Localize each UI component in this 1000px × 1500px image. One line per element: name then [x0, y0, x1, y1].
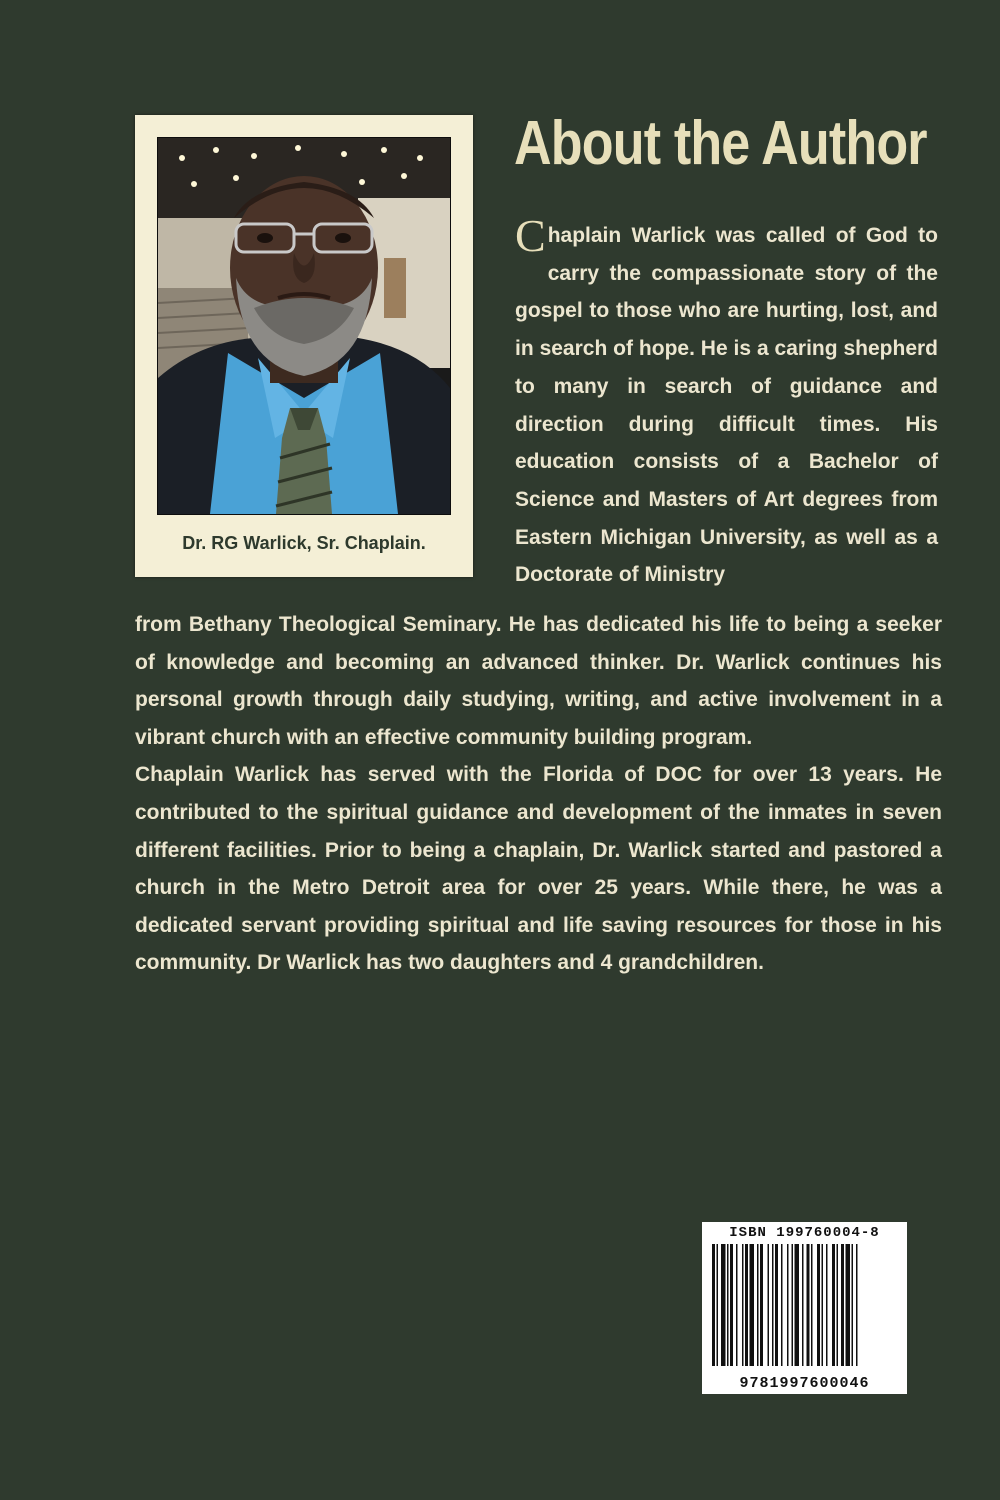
barcode-bar	[787, 1244, 789, 1366]
barcode-bar	[781, 1244, 783, 1366]
barcode-bar	[817, 1244, 820, 1366]
barcode-bar	[811, 1244, 813, 1366]
barcode-bar	[750, 1244, 755, 1366]
barcode-bar	[717, 1244, 719, 1366]
barcode-bar	[841, 1244, 844, 1366]
barcode-bar	[795, 1244, 800, 1366]
barcode-bar	[730, 1244, 733, 1366]
barcode-bar	[727, 1244, 729, 1366]
barcode-bars	[712, 1244, 897, 1366]
page-title: About the Author	[514, 109, 927, 178]
author-photo-card	[135, 115, 473, 577]
barcode-bar	[736, 1244, 738, 1366]
barcode-bar	[760, 1244, 763, 1366]
barcode-bar	[757, 1244, 759, 1366]
barcode-bar	[846, 1244, 851, 1366]
photo-caption: Dr. RG Warlick, Sr. Chaplain.	[182, 533, 426, 553]
drop-cap-letter: C	[515, 210, 546, 261]
barcode-bar	[721, 1244, 726, 1366]
barcode-bar	[822, 1244, 824, 1366]
bio-intro-text: haplain Warlick was called of God to carry the compassionate story of the gospel to those who are hurting, lost, and in search of hope. He is a caring shepherd to many in search of guidance and direction during difficult times. His education consists of a Bachelor of Science and Masters of Art degrees from Eastern Michigan University, as well as a Doctorate of Ministry	[515, 224, 938, 587]
isbn-digits: 9781997600046	[739, 1375, 870, 1392]
bio-continuation-paragraph: from Bethany Theological Seminary. He has dedicated his life to being a seeker of knowledge and becoming an advanced thinker. Dr. Warlick continues his personal growth through daily studying, writing, and active involvement in a vibrant church with an effective community building program.	[135, 613, 942, 749]
barcode-bar	[852, 1244, 854, 1366]
isbn-label: ISBN 199760004-8	[729, 1225, 880, 1241]
barcode-bar	[792, 1244, 794, 1366]
barcode-bar	[742, 1244, 744, 1366]
barcode-bar	[832, 1244, 835, 1366]
barcode-bar	[775, 1244, 778, 1366]
barcode-bar	[768, 1244, 770, 1366]
barcode-bar	[826, 1244, 828, 1366]
bio-body	[135, 606, 942, 982]
barcode-bar	[802, 1244, 804, 1366]
bio-second-paragraph: Chaplain Warlick has served with the Florida of DOC for over 13 years. He contributed to the spiritual guidance and development of the inmates in seven different facilities. Prior to being a chaplain, Dr. Warlick started and pastored a church in the Metro Detroit area for over 25 years. While there, he was a dedicated servant providing spiritual and life saving resources for those in his community. Dr Warlick has two daughters and 4 grandchildren.	[135, 763, 942, 975]
barcode-bar	[856, 1244, 858, 1366]
author-portrait-illustration	[158, 138, 450, 514]
barcode-bar	[712, 1244, 715, 1366]
bio-intro-paragraph	[515, 210, 938, 594]
barcode-bar	[807, 1244, 810, 1366]
isbn-barcode	[702, 1222, 907, 1394]
barcode-bar	[745, 1244, 748, 1366]
author-photo	[157, 137, 451, 515]
barcode-bar	[837, 1244, 839, 1366]
barcode-bar	[772, 1244, 774, 1366]
